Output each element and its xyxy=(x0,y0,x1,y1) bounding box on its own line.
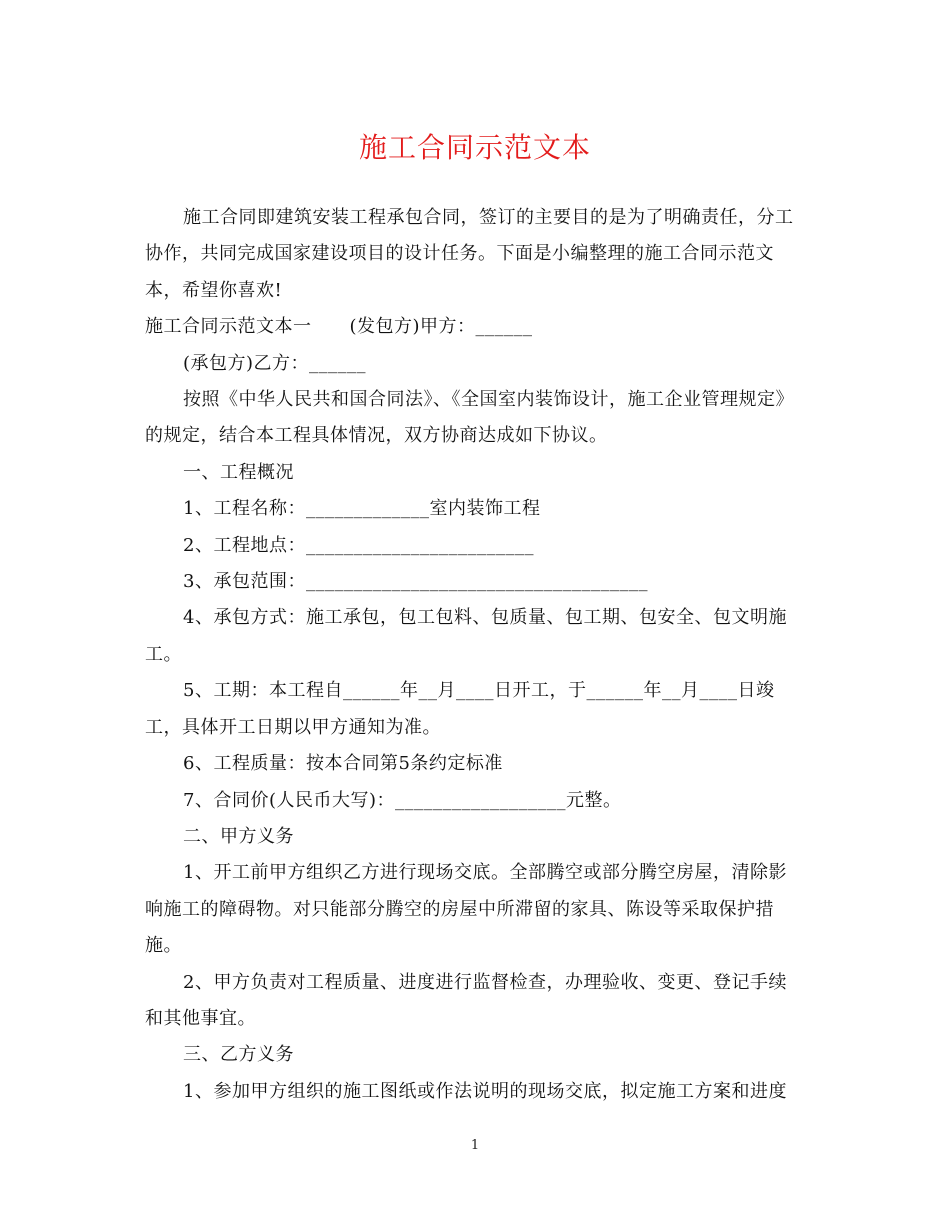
clause-contract-price: 7、合同价(人民币大写)：__________________元整。 xyxy=(183,789,622,811)
intro-paragraph: 施工合同即建筑安装工程承包合同，签订的主要目的是为了明确责任，分工协作，共同完成国家建设项目的设计任务。下面是小编整理的施工合同示范文本，希望你喜欢! xyxy=(145,207,794,301)
clause-construction-period: 5、工期：本工程自______年__月____日开工，于______年__月____日竣工，具体开工日期以甲方通知为准。 xyxy=(145,680,775,738)
clause-party-a-duty-2: 2、甲方负责对工程质量、进度进行监督检查，办理验收、变更、登记手续和其他事宜。 xyxy=(145,971,787,1029)
clause-contract-method: 4、承包方式：施工承包，包工包料、包质量、包工期、包安全、包文明施工。 xyxy=(145,607,787,665)
section-heading-party-b-duties: 三、乙方义务 xyxy=(183,1044,294,1066)
clause-project-location: 2、工程地点：________________________ xyxy=(183,534,534,556)
document-title: 施工合同示范文本 xyxy=(358,131,591,164)
sample-heading: 施工合同示范文本一 xyxy=(145,316,312,338)
clause-contract-scope: 3、承包范围：____________________________________ xyxy=(183,571,648,593)
sample-heading-line xyxy=(145,309,801,345)
section-heading-party-a-duties: 二、甲方义务 xyxy=(183,825,294,847)
page-number: 1 xyxy=(470,1138,480,1153)
clause-party-a-duty-1: 1、开工前甲方组织乙方进行现场交底。全部腾空或部分腾空房屋，清除影响施工的障碍物。对只能部分腾空的房屋中所滞留的家具、陈设等采取保护措施。 xyxy=(145,862,787,957)
agreement-basis-paragraph: 按照《中华人民共和国合同法》、《全国室内装饰设计，施工企业管理规定》的规定，结合本工程具体情况，双方协商达成如下协议。 xyxy=(145,389,794,447)
section-heading-project-overview: 一、工程概况 xyxy=(183,461,294,483)
clause-project-name: 1、工程名称：_____________室内装饰工程 xyxy=(183,498,541,520)
party-a-line: (发包方)甲方：______ xyxy=(349,316,533,338)
clause-project-quality: 6、工程质量：按本合同第5条约定标准 xyxy=(183,753,503,775)
document-body xyxy=(145,200,801,1110)
clause-party-b-duty-1: 1、参加甲方组织的施工图纸或作法说明的现场交底，拟定施工方案和进度 xyxy=(183,1080,787,1102)
party-b-line: (承包方)乙方：______ xyxy=(183,352,367,374)
